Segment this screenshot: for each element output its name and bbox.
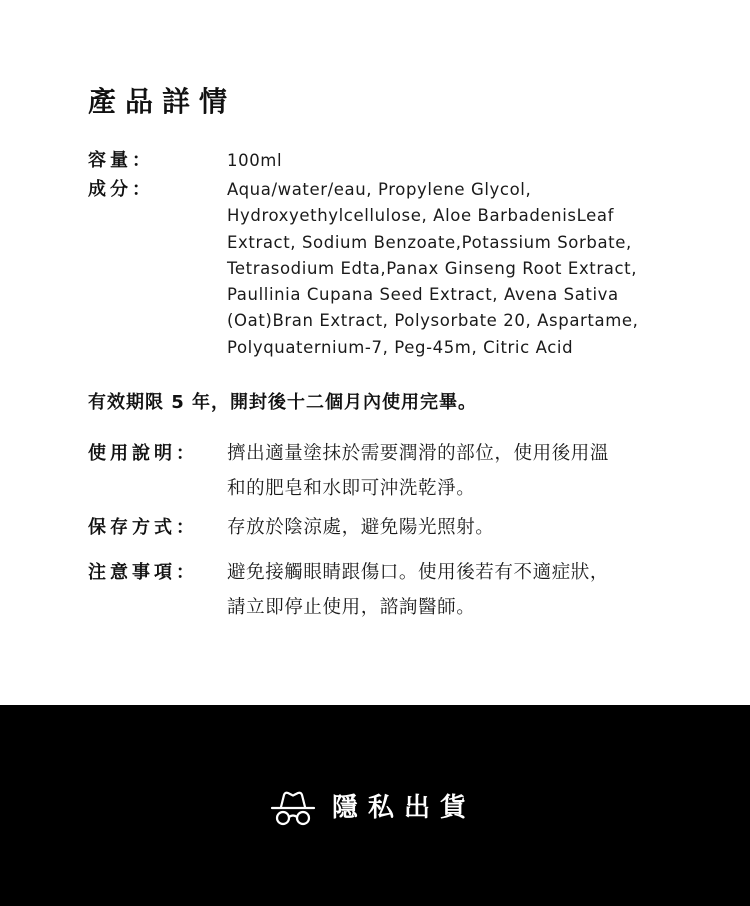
spec-value-ingredients [227, 177, 667, 361]
incognito-hat-glasses-icon [268, 789, 318, 827]
ingredient-line: Hydroxyethylcellulose, Aloe BarbadenisLeaf [227, 206, 614, 226]
ingredient-line: Paullinia Cupana Seed Extract, Avena Sativa [227, 285, 619, 305]
spec-value-capacity [227, 148, 667, 174]
info-label-precautions: 注意事項： [88, 562, 198, 583]
ingredient-line: Aqua/water/eau, Propylene Glycol, [227, 180, 532, 199]
info-line: 請立即停止使用，諮詢醫師。 [227, 597, 476, 618]
privacy-shipping-badge [268, 788, 476, 828]
info-line: 擠出適量塗抹於需要潤滑的部位，使用後用溫 [227, 443, 610, 464]
ingredient-line: Extract, Sodium Benzoate,Potassium Sorbate, [227, 232, 632, 252]
page-title: 產品詳情 [88, 85, 237, 118]
ingredient-line: (Oat)Bran Extract, Polysorbate 20, Aspartame, [227, 311, 639, 331]
info-label-usage: 使用說明： [88, 443, 198, 464]
info-line: 避免接觸眼睛跟傷口。使用後若有不適症狀， [227, 562, 610, 583]
shelf-life-note: 有效期限 5 年，開封後十二個月內使用完畢。 [88, 392, 478, 413]
info-line: 和的肥皂和水即可沖洗乾淨。 [227, 478, 476, 499]
privacy-shipping-label: 隱私出貨 [332, 793, 477, 823]
info-value-storage [227, 510, 667, 545]
info-line: 存放於陰涼處，避免陽光照射。 [227, 517, 495, 538]
privacy-shipping-banner [0, 705, 750, 906]
spec-value-line: 100ml [227, 151, 283, 170]
info-value-precautions [227, 555, 667, 625]
ingredient-line: Polyquaternium-7, Peg-45m, Citric Acid [227, 337, 574, 357]
info-label-storage: 保存方式： [88, 517, 198, 538]
spec-label-ingredients: 成分： [88, 179, 154, 200]
info-value-usage [227, 436, 667, 506]
spec-label-capacity: 容量： [88, 150, 154, 171]
ingredient-line: Tetrasodium Edta,Panax Ginseng Root Extract, [227, 258, 638, 278]
